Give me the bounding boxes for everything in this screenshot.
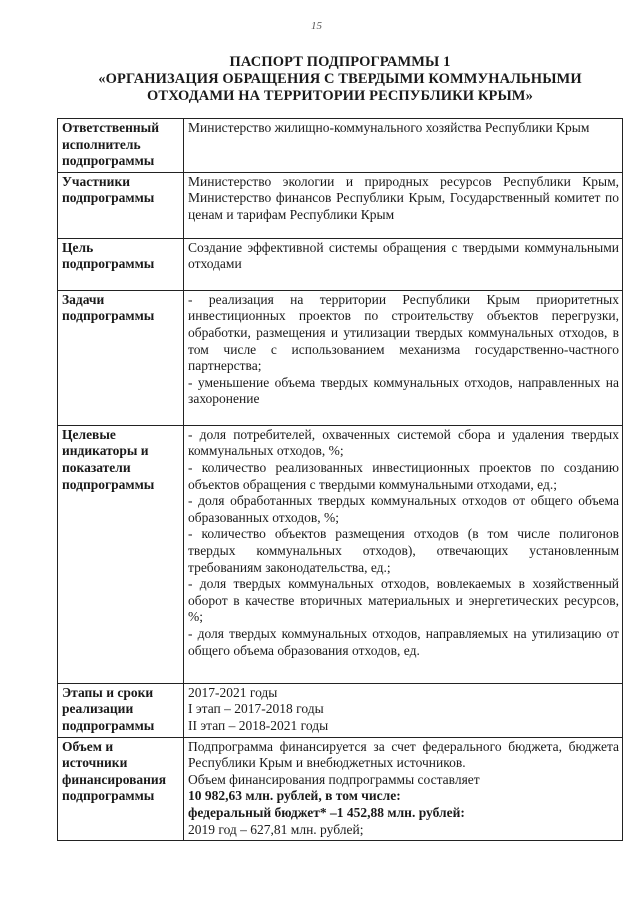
document-title [60, 54, 620, 105]
row-label: Цель подпрограммы [58, 238, 184, 290]
list-item: - доля твердых коммунальных отходов, вовлекаемых в хозяйственный оборот в качестве вторичных материальных и энергетических ресурсов, %; [188, 576, 619, 625]
funding-federal: федеральный бюджет* –1 452,88 млн. рублей: [188, 804, 465, 820]
row-value: Министерство жилищно-коммунального хозяйства Республики Крым [184, 119, 623, 173]
list-item: - реализация на территории Республики Крым приоритетных инвестиционных проектов по строительству объектов перегрузки, обработки, размещения и утилизации твердых коммунальных отходов, в том числе с использованием механизма государственно-частного партнерства; [188, 291, 619, 374]
row-value [184, 425, 623, 683]
passport-table [57, 118, 623, 841]
funding-intro: Объем финансирования подпрограммы составляет [188, 771, 480, 787]
table-row-funding [58, 737, 623, 841]
funding-total: 10 982,63 млн. рублей, в том числе: [188, 788, 401, 804]
row-value [184, 737, 623, 841]
list-item: - количество объектов размещения отходов (в том числе полигонов твердых коммунальных отходов), отвечающих установленным требованиям законодательства, ед.; [188, 526, 619, 575]
stage-one: I этап – 2017-2018 годы [188, 701, 324, 717]
funding-sources: Подпрограмма финансируется за счет федерального бюджета, бюджета Республики Крым и внебюджетных источников. [188, 738, 619, 771]
list-item: - доля потребителей, охваченных системой сбора и удаления твердых коммунальных отходов, %; [188, 426, 619, 459]
table-row-executor [58, 119, 623, 173]
row-value [184, 683, 623, 737]
stage-period: 2017-2021 годы [188, 684, 278, 700]
row-label: Этапы и сроки реализации подпрограммы [58, 683, 184, 737]
list-item: - количество реализованных инвестиционных проектов по созданию объектов обращения с твердыми коммунальными отходами, ед.; [188, 459, 619, 492]
list-item: - уменьшение объема твердых коммунальных отходов, направленных на захоронение [188, 374, 619, 407]
page-number-mark: 15 [311, 20, 322, 32]
title-line-1: ПАСПОРТ ПОДПРОГРАММЫ 1 [229, 54, 451, 70]
table-row-stages [58, 683, 623, 737]
row-label: Объем и источники финансирования подпрограммы [58, 737, 184, 841]
table-row-tasks [58, 290, 623, 425]
row-label: Задачи подпрограммы [58, 290, 184, 425]
row-label: Участники подпрограммы [58, 172, 184, 238]
stage-two: II этап – 2018-2021 годы [188, 717, 329, 733]
row-label: Целевые индикаторы и показатели подпрограммы [58, 425, 184, 683]
title-line-2: «ОРГАНИЗАЦИЯ ОБРАЩЕНИЯ С ТВЕРДЫМИ КОММУНАЛЬНЫМИ [98, 71, 582, 87]
row-label: Ответственный исполнитель подпрограммы [58, 119, 184, 173]
title-line-3: ОТХОДАМИ НА ТЕРРИТОРИИ РЕСПУБЛИКИ КРЫМ» [147, 88, 533, 104]
table-row-participants [58, 172, 623, 238]
row-value [184, 290, 623, 425]
funding-2019: 2019 год – 627,81 млн. рублей; [188, 821, 364, 837]
list-item: - доля обработанных твердых коммунальных отходов от общего объема образованных отходов, %; [188, 493, 619, 525]
row-value: Создание эффективной системы обращения с твердыми коммунальными отходами [184, 238, 623, 290]
row-value: Министерство экологии и природных ресурсов Республики Крым, Министерство финансов Республики Крым, Государственный комитет по ценам и тарифам Республики Крым [184, 172, 623, 238]
table-row-goal [58, 238, 623, 290]
list-item: - доля твердых коммунальных отходов, направляемых на утилизацию от общего объема образования отходов, ед. [188, 625, 619, 658]
table-row-indicators [58, 425, 623, 683]
